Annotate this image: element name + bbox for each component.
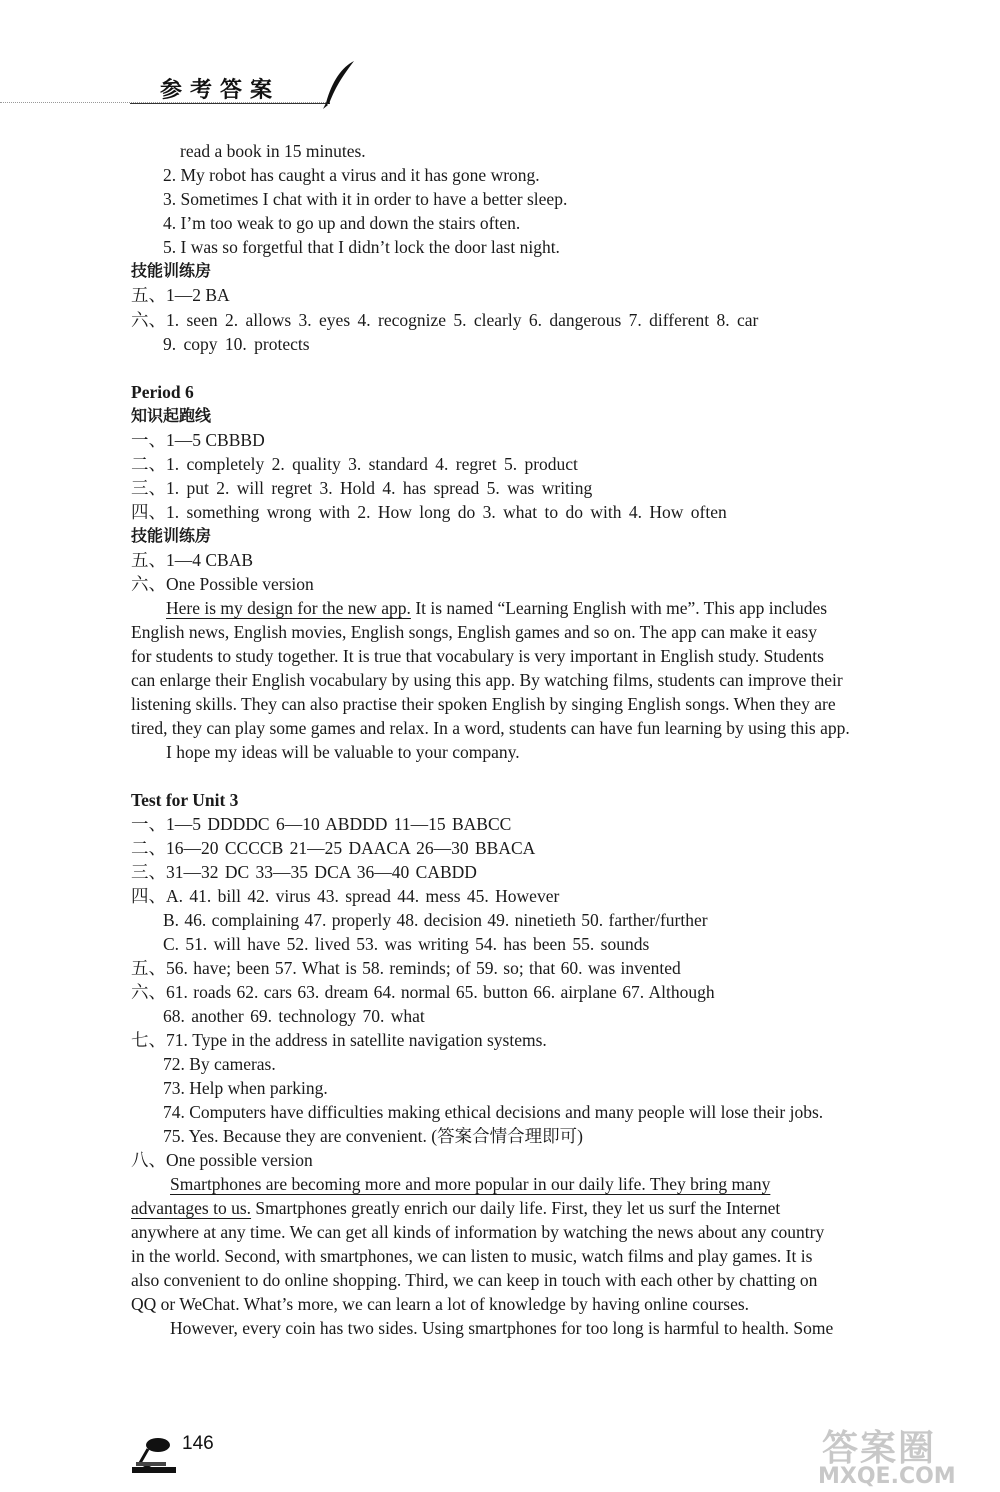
answer-line: 四、1. something wrong with 2. How long do 3. what to do with 4. How often [131, 502, 727, 522]
answer-line: 5. I was so forgetful that I didn’t lock the door last night. [163, 237, 560, 257]
answer-line: 一、1—5 CBBBD [131, 430, 265, 450]
essay-line: also convenient to do online shopping. Third, we can keep in touch with each other by chatting on [131, 1270, 818, 1290]
answer-line: 三、1. put 2. will regret 3. Hold 4. has spread 5. was writing [131, 478, 593, 498]
answer-line: 72. By cameras. [163, 1054, 276, 1074]
section-heading: 技能训练房 [131, 261, 212, 280]
essay-line: listening skills. They can also practise their spoken English by singing English songs. When they are [131, 694, 836, 714]
essay-line [131, 1197, 780, 1219]
answer-line: 六、1. seen 2. allows 3. eyes 4. recognize 5. clearly 6. dangerous 7. different 8. car [131, 310, 759, 330]
essay-line: for students to study together. It is true that vocabulary is very important in English study. Students [131, 646, 824, 666]
section-heading: 知识起跑线 [131, 406, 212, 425]
answer-line: 4. I’m too weak to go up and down the stairs often. [163, 213, 521, 233]
essay-line: English news, English movies, English songs, English games and so on. The app can make it easy [131, 622, 817, 642]
page-number: 146 [182, 1433, 214, 1454]
essay-text: Smartphones greatly enrich our daily life. First, they let us surf the Internet [251, 1198, 781, 1218]
answer-line: 74. Computers have difficulties making ethical decisions and many people will lose their jobs. [163, 1102, 824, 1122]
answer-line: 四、A. 41. bill 42. virus 43. spread 44. mess 45. However [131, 886, 560, 906]
watermark-cn: 答案圈 [822, 1428, 937, 1469]
underlined-sentence: Here is my design for the new app. [166, 598, 411, 618]
underlined-sentence: Smartphones are becoming more and more popular in our daily life. They bring many [170, 1174, 771, 1194]
period-heading: Period 6 [131, 382, 194, 402]
answer-line: 六、One Possible version [131, 574, 314, 594]
essay-line: I hope my ideas will be valuable to your company. [166, 742, 520, 762]
essay-line: QQ or WeChat. What’s more, we can learn a lot of knowledge by having online courses. [131, 1294, 750, 1314]
answer-line: read a book in 15 minutes. [180, 141, 366, 161]
answer-line: 五、1—2 BA [131, 285, 230, 305]
test-heading: Test for Unit 3 [131, 790, 239, 810]
answer-line: B. 46. complaining 47. properly 48. decision 49. ninetieth 50. farther/further [163, 910, 708, 930]
essay-line: in the world. Second, with smartphones, we can listen to music, watch films and play games. It is [131, 1246, 813, 1266]
quill-pen-icon [318, 59, 358, 111]
answer-line: 二、16—20 CCCCB 21—25 DAACA 26—30 BBACA [131, 838, 536, 858]
answer-line: 五、56. have; been 57. What is 58. reminds; of 59. so; that 60. was invented [131, 958, 681, 978]
watermark-url: MXQE.COM [818, 1464, 956, 1489]
underlined-sentence: advantages to us. [131, 1198, 252, 1218]
answer-line: 73. Help when parking. [163, 1078, 328, 1098]
essay-line: can enlarge their English vocabulary by using this app. By watching films, students can improve their [131, 670, 843, 690]
page-title: 参考答案 [160, 78, 281, 103]
answer-line: 9. copy 10. protects [163, 334, 310, 354]
essay-line: tired, they can play some games and relax. In a word, students can have fun learning by using this app. [131, 718, 850, 738]
essay-line [170, 1173, 770, 1195]
answer-line: 二、1. completely 2. quality 3. standard 4. regret 5. product [131, 454, 578, 474]
answer-line: C. 51. will have 52. lived 53. was writing 54. has been 55. sounds [163, 934, 650, 954]
answer-line: 68. another 69. technology 70. what [163, 1006, 425, 1026]
answer-line: 2. My robot has caught a virus and it has gone wrong. [163, 165, 540, 185]
answer-line: 3. Sometimes I chat with it in order to have a better sleep. [163, 189, 568, 209]
essay-line: However, every coin has two sides. Using smartphones for too long is harmful to health. Some [170, 1318, 834, 1338]
answer-line: 75. Yes. Because they are convenient. (答案合情合理即可) [163, 1126, 583, 1146]
answer-line: 六、61. roads 62. cars 63. dream 64. normal 65. button 66. airplane 67. Although [131, 982, 715, 1002]
answer-line: 八、One possible version [131, 1150, 313, 1170]
answer-line: 三、31—32 DC 33—35 DCA 36—40 CABDD [131, 862, 477, 882]
section-heading: 技能训练房 [131, 526, 212, 545]
page-header [0, 55, 400, 115]
answer-line: 七、71. Type in the address in satellite navigation systems. [131, 1030, 547, 1050]
watermark [800, 1420, 990, 1490]
answer-line: 一、1—5 DDDDC 6—10 ABDDD 11—15 BABCC [131, 814, 512, 834]
essay-line [166, 597, 827, 619]
essay-line: anywhere at any time. We can get all kinds of information by watching the news about any country [131, 1222, 825, 1242]
essay-text: It is named “Learning English with me”. This app includes [410, 598, 828, 618]
lamp-books-icon [130, 1435, 180, 1475]
answer-line: 五、1—4 CBAB [131, 550, 254, 570]
